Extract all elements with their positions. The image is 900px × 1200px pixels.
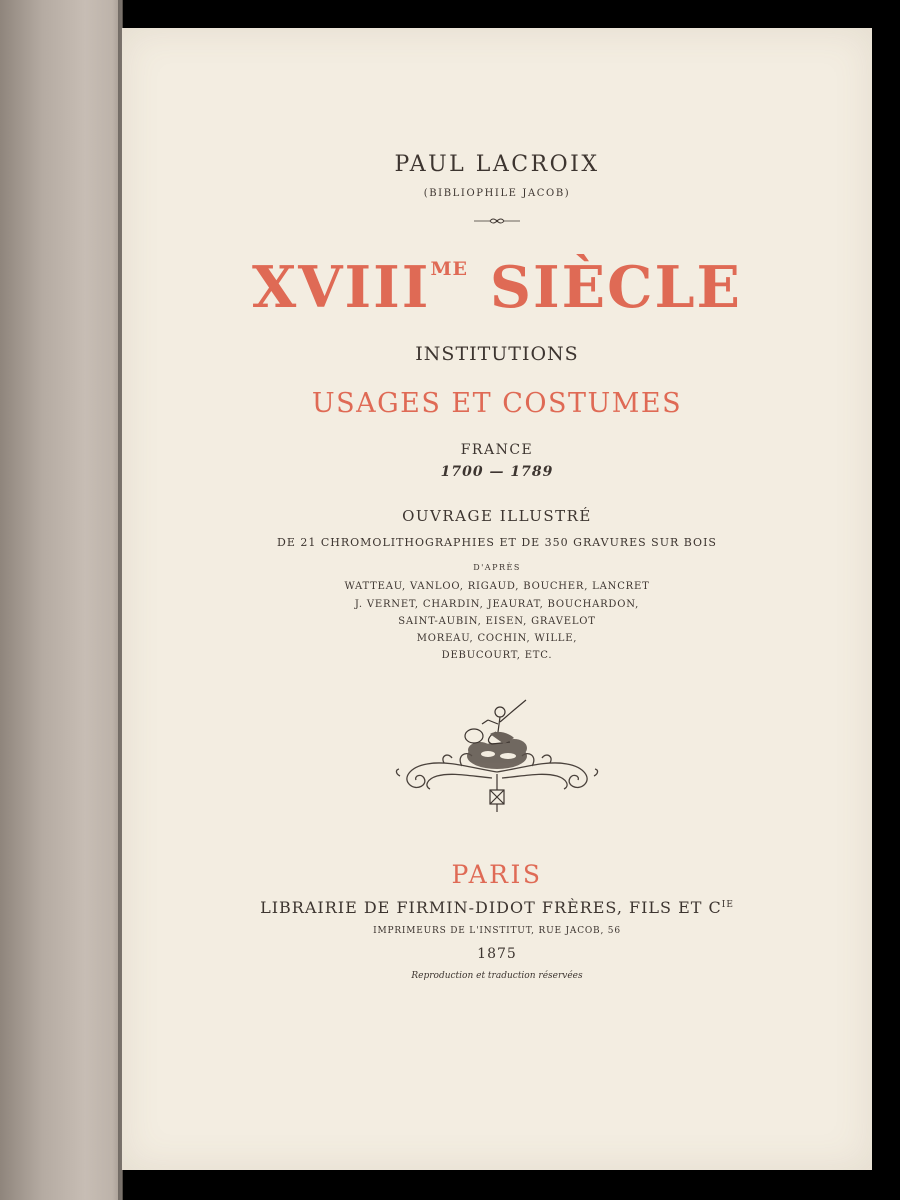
artist-line: WATTEAU, VANLOO, RIGAUD, BOUCHER, LANCRET [344, 581, 650, 592]
after-label: D'APRÈS [473, 563, 521, 572]
artist-line: DEBUCOURT, ETC. [441, 650, 553, 661]
imprint-city: PARIS [451, 860, 543, 889]
date-range: 1700 — 1789 [440, 464, 554, 480]
publication-year: 1875 [477, 946, 517, 962]
author-pseudonym: (BIBLIOPHILE JACOB) [423, 188, 571, 199]
rights-notice: Reproduction et traduction réservées [411, 971, 583, 981]
artist-line: SAINT-AUBIN, EISEN, GRAVELOT [398, 616, 596, 627]
left-page-edge [0, 0, 123, 1200]
artist-line: J. VERNET, CHARDIN, JEAURAT, BOUCHARDON, [354, 599, 640, 610]
publisher-line [122, 898, 872, 917]
main-title [122, 254, 872, 321]
title-century: XVIII [252, 254, 431, 321]
country: FRANCE [460, 442, 534, 458]
subtitle-usages: USAGES ET COSTUMES [311, 388, 683, 419]
publisher-superscript: IE [721, 900, 734, 910]
printers-line: IMPRIMEURS DE L'INSTITUT, RUE JACOB, 56 [373, 926, 621, 936]
fleuron-ornament [472, 216, 522, 226]
printer-vignette [392, 690, 602, 815]
illustration-heading: OUVRAGE ILLUSTRÉ [402, 507, 592, 525]
publisher-name: LIBRAIRIE DE FIRMIN-DIDOT FRÈRES, FILS ET C [260, 898, 722, 917]
illustration-details: DE 21 CHROMOLITHOGRAPHIES ET DE 350 GRAVURES SUR BOIS [277, 536, 717, 549]
artist-line: MOREAU, COCHIN, WILLE, [416, 633, 578, 644]
subtitle-institutions: INSTITUTIONS [415, 343, 579, 365]
title-superscript: ME [430, 258, 468, 280]
author-name: PAUL LACROIX [394, 152, 600, 177]
title-siecle: SIÈCLE [467, 254, 742, 321]
title-page [122, 28, 872, 1170]
